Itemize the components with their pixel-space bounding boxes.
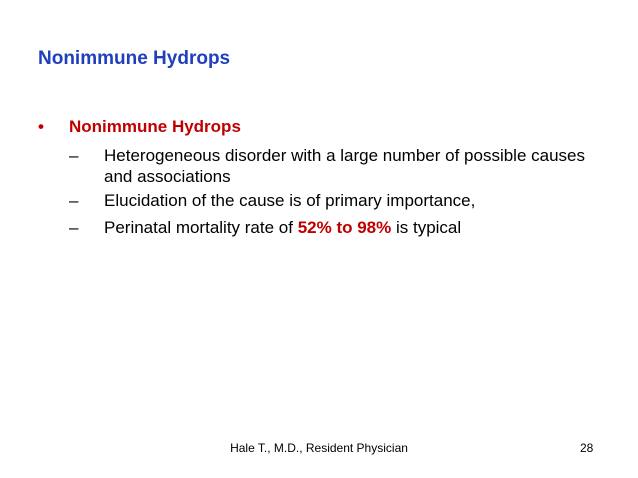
dash-marker: –: [69, 218, 79, 237]
sub-item-text: Elucidation of the cause is of primary importance,: [104, 191, 476, 210]
bullet-marker: •: [38, 117, 44, 136]
page-number: 28: [580, 441, 594, 455]
mortality-text-before: Perinatal mortality rate of: [104, 218, 298, 237]
dash-marker: –: [69, 191, 79, 210]
mortality-rate-highlight: 52% to 98%: [297, 218, 392, 237]
footer-author: Hale T., M.D., Resident Physician: [230, 441, 408, 455]
sub-item-text: [104, 217, 604, 238]
bullet-text: Nonimmune Hydrops: [69, 117, 241, 136]
mortality-text-after: is typical: [391, 218, 462, 237]
slide-title: Nonimmune Hydrops: [38, 48, 231, 69]
sub-item-text: Heterogeneous disorder with a large number of possible causes and associations: [104, 146, 585, 186]
bullet-item: [38, 117, 241, 137]
dash-marker: –: [69, 146, 79, 165]
